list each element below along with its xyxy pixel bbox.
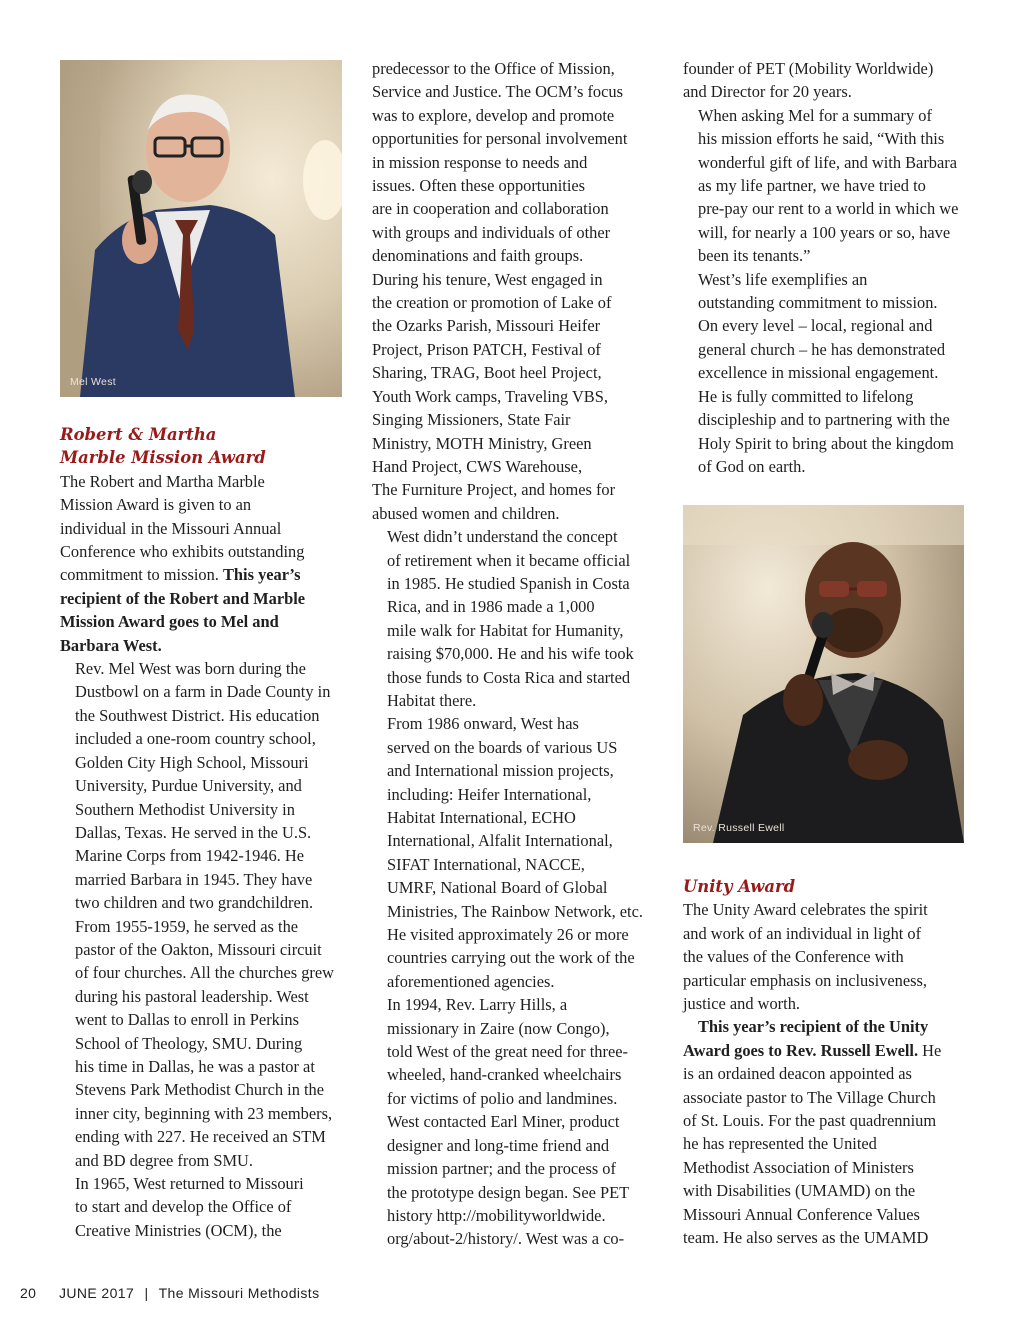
text-line: When asking Mel for a summary of (698, 105, 932, 125)
column-1 (60, 423, 350, 1242)
text-line: founder of PET (Mobility Worldwide) (683, 59, 934, 78)
text-line: those funds to Costa Rica and started (387, 667, 631, 687)
text-line: Conference who exhibits outstanding (60, 542, 305, 562)
text-line: of four churches. All the churches grew (75, 963, 334, 983)
paragraph (60, 470, 350, 657)
text-line: Ministries, The Rainbow Network, etc. (387, 901, 643, 921)
text-line: Youth Work camps, Traveling VBS, (372, 386, 608, 406)
text-line: Golden City High School, Missouri (75, 752, 309, 772)
text-line: From 1986 onward, West has (387, 714, 579, 734)
text-line: Habitat there. (387, 690, 477, 710)
text-line: pre-pay our rent to a world in which we (698, 199, 959, 219)
column-2 (372, 57, 664, 1251)
text-line: missionary in Zaire (now Congo), (387, 1018, 610, 1038)
text-line: of St. Louis. For the past quadrennium (683, 1111, 937, 1131)
heading-line: Marble Mission Award (60, 448, 266, 468)
marble-award-heading (60, 423, 350, 470)
text-line: to start and develop the Office of (75, 1197, 292, 1217)
column-3-top (683, 57, 973, 478)
text-line: and work of an individual in light of (683, 923, 922, 943)
text-line: individual in the Missouri Annual (60, 518, 282, 538)
text-line: he has represented the United (683, 1134, 877, 1154)
mel-west-image (60, 60, 342, 397)
text-line: abused women and children. (372, 503, 560, 523)
russell-ewell-image (683, 505, 964, 843)
text-line (60, 563, 350, 586)
text-line: Missouri Annual Conference Values (683, 1204, 920, 1224)
text-line: opportunities for personal involvement (372, 129, 628, 149)
paragraph (683, 268, 973, 479)
text-line: International, Alfalit International, (387, 831, 613, 851)
text-line: Singing Missioners, State Fair (372, 410, 571, 430)
text-line: Dallas, Texas. He served in the U.S. (75, 822, 312, 842)
text-line: UMRF, National Board of Global (387, 878, 608, 898)
text-line: team. He also serves as the UMAMD (683, 1228, 929, 1248)
text-line: In 1994, Rev. Larry Hills, a (387, 995, 568, 1015)
text-line: discipleship and to partnering with the (698, 410, 950, 430)
text-line: He is fully committed to lifelong (698, 386, 914, 406)
bold-line: Mission Award goes to Mel and (60, 612, 279, 632)
text-line: the prototype design began. See PET (387, 1182, 630, 1202)
text-line: inner city, beginning with 23 members, (75, 1103, 333, 1123)
text-line: West’s life exemplifies an (698, 269, 868, 289)
text-line: as my life partner, we have tried to (698, 176, 926, 196)
text-line: was to explore, develop and promote (372, 105, 615, 125)
paragraph (60, 915, 350, 1172)
text-line: will, for nearly a 100 years or so, have (698, 222, 951, 242)
text-line: two children and two grandchildren. (75, 893, 314, 913)
unity-award-heading: Unity Award (683, 877, 796, 896)
text-line: his time in Dallas, he was a pastor at (75, 1056, 315, 1076)
paragraph (372, 525, 664, 712)
page-footer (20, 1285, 319, 1301)
column-3-bottom (683, 875, 973, 1250)
text-line: in 1985. He studied Spanish in Costa (387, 573, 630, 593)
bold-line: recipient of the Robert and Marble (60, 588, 306, 608)
text-line: Sharing, TRAG, Boot heel Project, (372, 363, 602, 383)
text-line: during his pastoral leadership. West (75, 986, 309, 1006)
text-line: Hand Project, CWS Warehouse, (372, 456, 583, 476)
text-line: raising $70,000. He and his wife took (387, 644, 634, 664)
bold-line: Barbara West. (60, 635, 162, 655)
text-line: general church – he has demonstrated (698, 339, 946, 359)
text-line: been its tenants.” (698, 246, 811, 266)
text-line: designer and long-time friend and (387, 1135, 610, 1155)
text-line: is an ordained deacon appointed as (683, 1064, 912, 1084)
mel-west-caption: Mel West (70, 376, 116, 388)
text-run: commitment to mission. (60, 565, 223, 585)
text-line: Rica, and in 1986 made a 1,000 (387, 597, 595, 617)
text-line: denominations and faith groups. (372, 246, 584, 266)
text-line: married Barbara in 1945. They have (75, 869, 313, 889)
text-line: The Furniture Project, and homes for (372, 480, 616, 500)
text-line: Rev. Mel West was born during the (75, 659, 306, 679)
text-run: He (918, 1040, 942, 1060)
paragraph (372, 57, 664, 525)
text-line: During his tenure, West engaged in (372, 269, 603, 289)
bold-run: Award goes to Rev. Russell Ewell. (683, 1040, 919, 1060)
bold-run: This year’s (223, 565, 301, 585)
text-line: with groups and individuals of other (372, 222, 611, 242)
text-line: Habitat International, ECHO (387, 808, 576, 827)
text-line: In 1965, West returned to Missouri (75, 1174, 304, 1193)
mel-west-photo (60, 60, 342, 397)
text-line: mile walk for Habitat for Humanity, (387, 620, 624, 640)
text-line: School of Theology, SMU. During (75, 1033, 303, 1053)
paragraph (683, 57, 973, 104)
text-line: and BD degree from SMU. (75, 1150, 253, 1170)
text-line: his mission efforts he said, “With this (698, 129, 945, 149)
text-line: the values of the Conference with (683, 947, 904, 967)
russell-ewell-caption: Rev. Russell Ewell (693, 822, 785, 834)
paragraph (60, 657, 350, 914)
text-line: and International mission projects, (387, 761, 614, 781)
text-line (683, 1039, 973, 1062)
paragraph (683, 104, 973, 268)
text-line: included a one-room country school, (75, 729, 316, 749)
text-line: Project, Prison PATCH, Festival of (372, 339, 601, 359)
text-line: aforementioned agencies. (387, 971, 555, 991)
text-line: Dustbowl on a farm in Dade County in (75, 682, 331, 702)
text-line: Southern Methodist University in (75, 799, 295, 819)
text-line: Stevens Park Methodist Church in the (75, 1080, 325, 1100)
text-line: excellence in missional engagement. (698, 363, 939, 383)
text-line: He visited approximately 26 or more (387, 925, 629, 945)
text-line: with Disabilities (UMAMD) on the (683, 1181, 916, 1201)
issue-date: JUNE 2017 (58, 1285, 135, 1301)
text-line: SIFAT International, NACCE, (387, 854, 585, 874)
paragraph (372, 993, 664, 1250)
text-line: went to Dallas to enroll in Perkins (75, 1010, 299, 1030)
text-line: justice and worth. (683, 994, 800, 1014)
text-line: Holy Spirit to bring about the kingdom (698, 433, 954, 453)
bold-line: This year’s recipient of the Unity (698, 1017, 929, 1037)
text-line: including: Heifer International, (387, 784, 592, 804)
text-line: Service and Justice. The OCM’s focus (372, 82, 623, 102)
text-line: From 1955-1959, he served as the (75, 916, 299, 936)
paragraph (372, 712, 664, 993)
text-line: predecessor to the Office of Mission, (372, 59, 615, 78)
text-line: countries carrying out the work of the (387, 948, 635, 968)
text-line: wheeled, hand-cranked wheelchairs (387, 1065, 622, 1085)
text-line: and Director for 20 years. (683, 82, 852, 102)
text-line: outstanding commitment to mission. (698, 293, 938, 313)
text-line: On every level – local, regional and (698, 316, 933, 336)
heading-line: Robert & Martha (60, 425, 217, 444)
text-line: told West of the great need for three- (387, 1042, 628, 1062)
text-line: the Southwest District. His education (75, 705, 320, 725)
text-line: org/about-2/history/. West was a co- (387, 1229, 625, 1249)
text-line: wonderful gift of life, and with Barbara (698, 152, 957, 172)
page-number: 20 (20, 1285, 37, 1301)
text-line: are in cooperation and collaboration (372, 199, 609, 219)
text-line: issues. Often these opportunities (372, 176, 586, 196)
paragraph (60, 1172, 350, 1242)
footer-separator: | (144, 1285, 149, 1301)
history-link[interactable]: history http://mobilityworldwide. (387, 1205, 606, 1225)
text-line: Ministry, MOTH Ministry, Green (372, 433, 592, 453)
text-line: Marine Corps from 1942-1946. He (75, 846, 304, 866)
text-line: served on the boards of various US (387, 737, 618, 757)
text-line: Mission Award is given to an (60, 495, 252, 515)
text-line: mission partner; and the process of (387, 1159, 616, 1179)
publication-name: The Missouri Methodists (158, 1285, 320, 1301)
text-line: the creation or promotion of Lake of (372, 293, 612, 313)
text-line: pastor of the Oakton, Missouri circuit (75, 939, 322, 959)
russell-ewell-photo (683, 505, 964, 843)
paragraph (683, 898, 973, 1015)
text-line: ending with 227. He received an STM (75, 1127, 326, 1147)
text-line: of retirement when it became official (387, 550, 631, 570)
text-line: in mission response to needs and (372, 152, 588, 172)
text-line: West didn’t understand the concept (387, 527, 618, 547)
text-line: Creative Ministries (OCM), the (75, 1220, 282, 1240)
text-line: The Unity Award celebrates the spirit (683, 900, 928, 920)
text-line: for victims of polio and landmines. (387, 1088, 618, 1108)
text-line: Methodist Association of Ministers (683, 1157, 914, 1177)
text-line: West contacted Earl Miner, product (387, 1112, 620, 1132)
paragraph (683, 1015, 973, 1249)
text-line: University, Purdue University, and (75, 776, 302, 796)
text-line: of God on earth. (698, 456, 806, 476)
text-line: particular emphasis on inclusiveness, (683, 970, 927, 990)
text-line: the Ozarks Parish, Missouri Heifer (372, 316, 601, 336)
text-line: associate pastor to The Village Church (683, 1087, 936, 1107)
text-line: The Robert and Martha Marble (60, 471, 265, 491)
